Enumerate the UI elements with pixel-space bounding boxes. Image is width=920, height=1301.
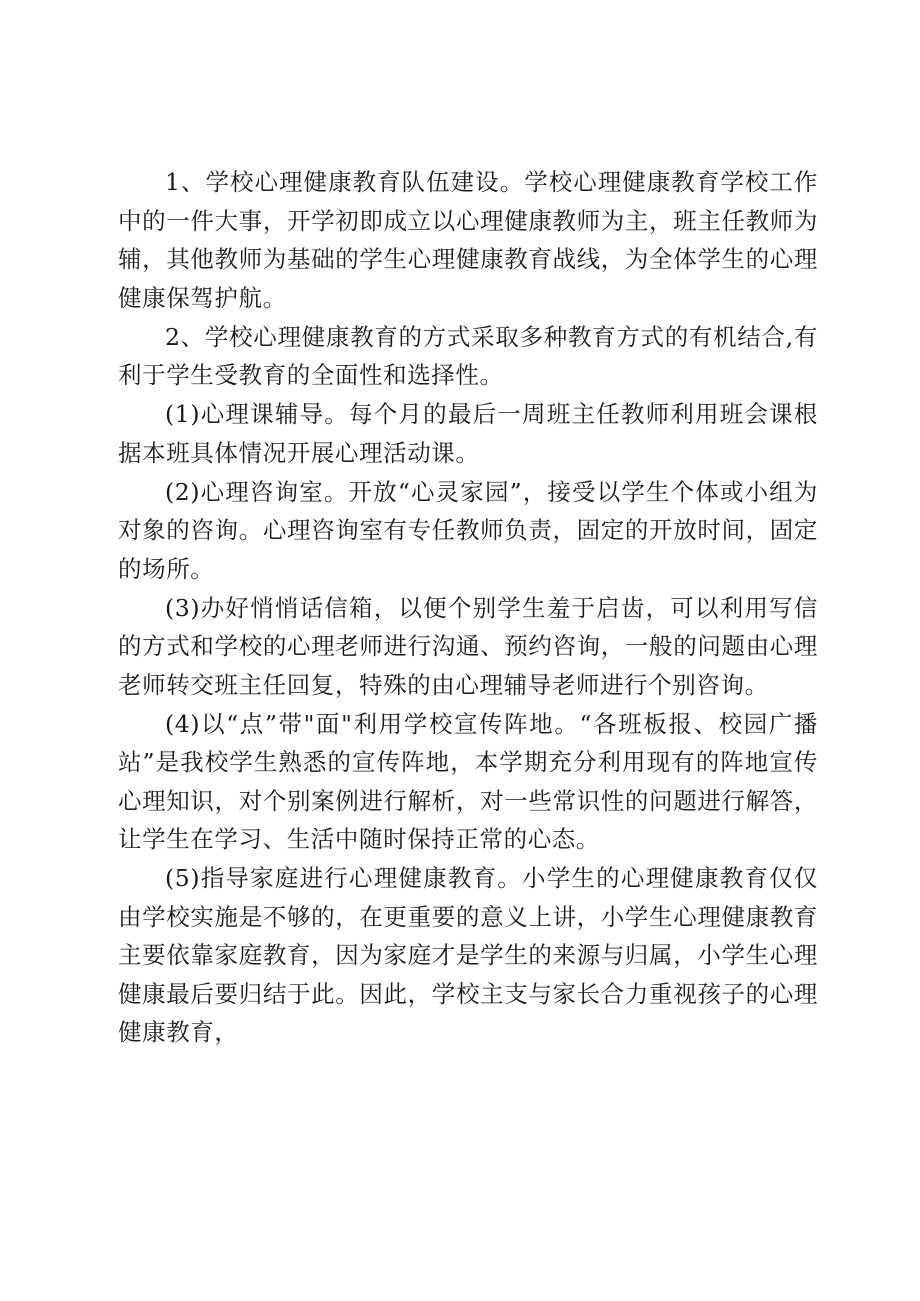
paragraph-counseling-room: (2)心理咨询室。开放“心灵家园”，接受以学生个体或小组为对象的咨询。心理咨询室有专任教师负责，固定的开放时间，固定的场所。 xyxy=(118,477,818,583)
paragraph-mailbox: (3)办好悄悄话信箱，以便个别学生羞于启齿，可以利用写信的方式和学校的心理老师进行沟通、预约咨询，一般的问题由心理老师转交班主任回复，特殊的由心理辅导老师进行个别咨询。 xyxy=(118,593,818,699)
paragraph-education-methods: 2、学校心理健康教育的方式采取多种教育方式的有机结合,有利于学生受教育的全面性和选择性。 xyxy=(118,322,818,389)
paragraph-family-education: (5)指导家庭进行心理健康教育。小学生的心理健康教育仅仅由学校实施是不够的，在更重要的意义上讲，小学生心理健康教育主要依靠家庭教育，因为家庭才是学生的来源与归属，小学生心理健康最后要归结于此。因此，学校主支与家长合力重视孩子的心理健康教育， xyxy=(118,864,818,1046)
paragraph-psychology-class: (1)心理课辅导。每个月的最后一周班主任教师利用班会课根据本班具体情况开展心理活动课。 xyxy=(118,400,818,467)
document-body xyxy=(118,163,818,1052)
paragraph-team-building: 1、学校心理健康教育队伍建设。学校心理健康教育学校工作中的一件大事，开学初即成立以心理健康教师为主，班主任教师为辅，其他教师为基础的学生心理健康教育战线，为全体学生的心理健康保驾护航。 xyxy=(118,168,818,312)
paragraph-publicity: (4)以“点”带"面"利用学校宣传阵地。“各班板报、校园广播站”是我校学生熟悉的宣传阵地，本学期充分利用现有的阵地宣传心理知识，对个别案例进行解析，对一些常识性的问题进行解答，让学生在学习、生活中随时保持正常的心态。 xyxy=(118,709,818,853)
